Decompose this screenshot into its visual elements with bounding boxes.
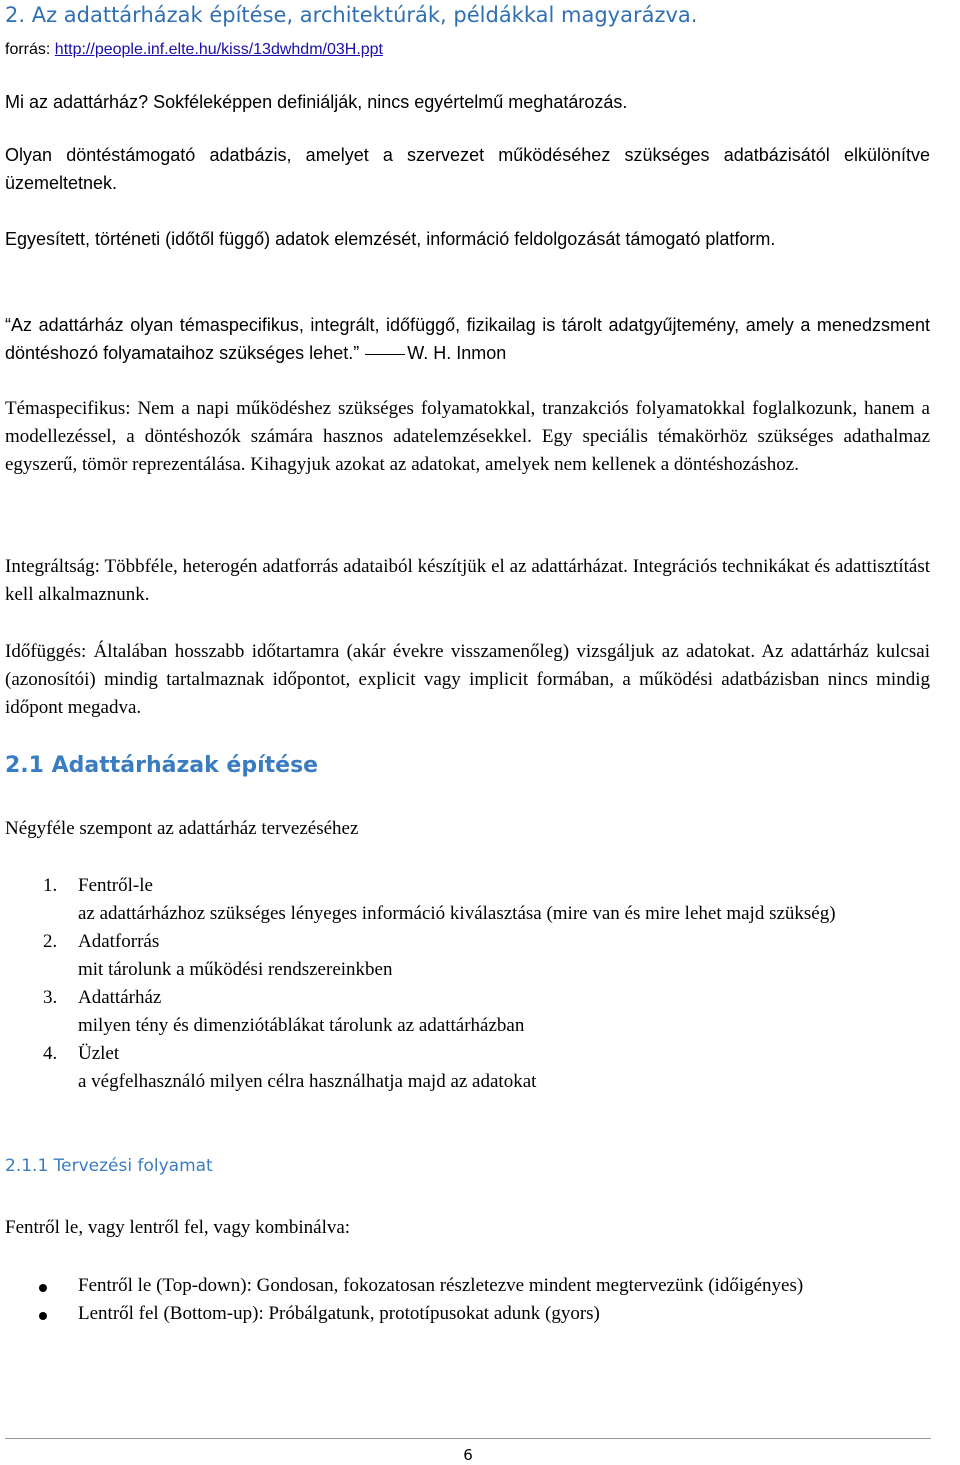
section-heading-2-1-1: 2.1.1 Tervezési folyamat bbox=[5, 1156, 213, 1176]
bullet-item bbox=[5, 1300, 930, 1328]
list-number: 4. bbox=[43, 1043, 58, 1064]
idofugges-text: Általában hosszabb időtartamra (akár évekre visszamenőleg) vizsgáljuk az adatokat. Az adattárház kulcsai (azonosítói) mindig tartalmaznak időpontot, explicit vagy implicit formában, a működési adatbázisban nincs mindig időpont megadva. bbox=[5, 641, 930, 718]
bullet-dot bbox=[39, 1284, 47, 1292]
bullet-item bbox=[5, 1272, 930, 1300]
bullet-text: Fentről le (Top-down): Gondosan, fokozatosan részletezve mindent megtervezünk (időigényes) bbox=[78, 1275, 804, 1296]
temaspecifikus-text: Témaspecifikus: Nem a napi működéshez szükséges folyamatokkal, tranzakciós folyamatokkal foglalkozunk, hanem a modellezéssel, a döntéshozók számára hasznos adatelemzésekkel. bbox=[5, 398, 930, 447]
section-heading-2-1: 2.1 Adattárházak építése bbox=[5, 753, 319, 778]
list-item-desc: mit tárolunk a működési rendszereinkben bbox=[78, 959, 393, 980]
bullet-dot bbox=[39, 1312, 47, 1320]
paragraph-definition-2: Egyesített, történeti (időtől függő) adatok elemzését, információ feldolgozását támogató platform. bbox=[5, 229, 776, 249]
paragraph-temaspecifikus bbox=[5, 395, 930, 479]
paragraph-integraltsag bbox=[5, 553, 930, 609]
quote-dash bbox=[365, 354, 405, 355]
source-link[interactable]: http://people.inf.elte.hu/kiss/13dwhdm/03H.ppt bbox=[54, 41, 383, 58]
temaspecifikus-text-3: Kihagyjuk azokat az adatokat, amelyek nem kellenek a döntéshozáshoz. bbox=[245, 454, 799, 475]
temaspecifikus-text-2: Egy speciális témakörhöz szükséges adathalmaz egyszerű, tömör reprezentálása. bbox=[5, 426, 931, 475]
inmon-quote bbox=[5, 311, 930, 367]
quote-author: W. H. Inmon bbox=[407, 343, 507, 363]
list-item-desc: milyen tény és dimenziótáblákat tárolunk az adattárházban bbox=[78, 1015, 525, 1036]
integraltsag-text-2: Integrációs technikákat és adattisztítást kell alkalmaznunk. bbox=[5, 556, 930, 605]
page-number: 6 bbox=[463, 1446, 473, 1464]
list-item bbox=[5, 1040, 930, 1096]
list-item bbox=[5, 928, 930, 984]
list-item-title: Üzlet bbox=[78, 1043, 120, 1064]
paragraph-intro: Mi az adattárház? Sokféleképpen definiálják, nincs egyértelmű meghatározás. bbox=[5, 92, 628, 112]
bullet-text: Lentről fel (Bottom-up): Próbálgatunk, prototípusokat adunk (gyors) bbox=[78, 1303, 600, 1324]
idofugges-label: Időfüggés: bbox=[5, 641, 94, 662]
paragraph-idofugges bbox=[5, 638, 930, 722]
list-number: 3. bbox=[43, 987, 58, 1008]
list-item-title: Fentről-le bbox=[78, 875, 153, 896]
quote-text: “Az adattárház olyan témaspecifikus, integrált, időfüggő, fizikailag is tárolt adatgyűjtemény, amely a menedzsment döntéshozó folyamataihoz szükséges lehet.” bbox=[5, 315, 930, 363]
list-item-title: Adatforrás bbox=[78, 931, 160, 952]
section-2-1-intro: Négyféle szempont az adattárház tervezéséhez bbox=[5, 818, 359, 839]
section-2-1-1-intro: Fentről le, vagy lentről fel, vagy kombinálva: bbox=[5, 1217, 351, 1238]
chapter-heading: 2. Az adattárházak építése, architektúrák, példákkal magyarázva. bbox=[5, 3, 698, 27]
list-number: 1. bbox=[43, 875, 58, 896]
list-item-desc: a végfelhasználó milyen célra használhatja majd az adatokat bbox=[78, 1071, 537, 1092]
list-item bbox=[5, 984, 930, 1040]
footer-divider bbox=[5, 1438, 931, 1439]
source-label: forrás: bbox=[5, 41, 55, 58]
design-process-bullets bbox=[5, 1272, 930, 1328]
list-item-desc: az adattárházhoz szükséges lényeges információ kiválasztása (mire van és mire lehet majd szükség) bbox=[78, 903, 836, 924]
source-line bbox=[5, 40, 930, 60]
integraltsag-text: Integráltság: Többféle, heterogén adatforrás adataiból készítjük el az adattárházat. bbox=[5, 556, 628, 577]
list-item-title: Adattárház bbox=[78, 987, 162, 1008]
paragraph-definition-1: Olyan döntéstámogató adatbázis, amelyet a szervezet működéséhez szükséges adatbázisától elkülönítve üzemeltetnek. bbox=[5, 145, 930, 193]
list-item bbox=[5, 872, 930, 928]
design-aspects-list bbox=[5, 872, 930, 1096]
list-number: 2. bbox=[43, 931, 58, 952]
